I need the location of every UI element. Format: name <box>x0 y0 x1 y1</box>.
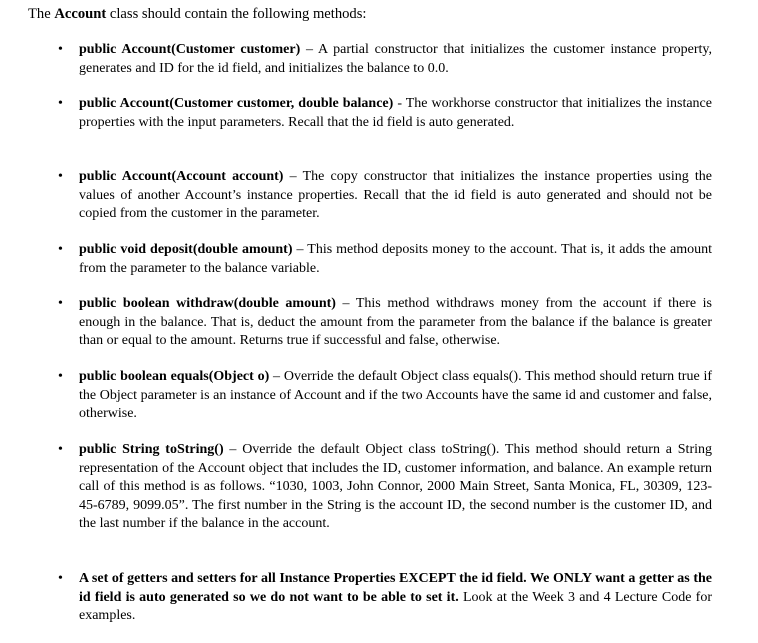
method-description-block <box>79 95 712 132</box>
bullet-icon: • <box>58 42 63 57</box>
bullet-icon: • <box>58 96 63 111</box>
method-signature: public void deposit(double amount) <box>79 242 293 257</box>
intro-class-name: Account <box>54 6 107 22</box>
method-description-block <box>79 368 712 424</box>
method-description-block <box>79 441 712 534</box>
bullet-icon: • <box>58 296 63 311</box>
bullet-icon: • <box>58 242 63 257</box>
method-signature: public boolean equals(Object o) <box>79 369 270 384</box>
method-signature: public Account(Account account) <box>79 169 284 184</box>
method-description: – Override the default Object class toString(). This method should return a String representation of the Account object that includes the ID, customer information, and balance. An example return call of this method is as follows. “1030, 1003, John Connor, 2000 Main Street, Santa Monica, FL, 30309, 123-45-6789, 9099.05”. The first number in the String is the account ID, the second number is the customer ID, and the last number if the balance in the account. <box>79 442 712 531</box>
method-description-block <box>79 168 712 224</box>
method-signature: public Account(Customer customer, double balance) <box>79 96 394 111</box>
method-signature: public String toString() <box>79 442 224 457</box>
intro-text-after: class should contain the following methods: <box>106 6 367 22</box>
method-description: – The copy constructor that initializes the instance properties using the values of another Account’s instance properties. Recall that the id field is auto generated and should not be copied from the customer in the parameter. <box>79 169 712 221</box>
method-signature: public Account(Customer customer) <box>79 42 301 57</box>
bullet-icon: • <box>58 442 63 457</box>
method-description: – A partial constructor that initializes the customer instance property, generates and ID for the id field, and initializes the balance to 0.0. <box>79 42 712 76</box>
method-description: – This method withdraws money from the account if there is enough in the balance. That is, deduct the amount from the parameter from the balance if the balance is greater than or equal to the amount. Returns true if successful and false, otherwise. <box>79 296 712 348</box>
method-description: – This method deposits money to the account. That is, it adds the amount from the parameter to the balance variable. <box>79 242 712 276</box>
method-description-block <box>79 41 712 78</box>
method-description-block <box>79 241 712 278</box>
method-description-block <box>79 295 712 351</box>
bullet-icon: • <box>58 571 63 586</box>
method-signature: A set of getters and setters for all Instance Properties EXCEPT the id field. We ONLY want a getter as the id field is auto generated so we do not want to be able to set it. <box>79 571 712 605</box>
method-signature: public boolean withdraw(double amount) <box>79 296 336 311</box>
method-description: – Override the default Object class equals(). This method should return true if the Object parameter is an instance of Account and if the two Accounts have the same id and customer and false, otherwise. <box>79 369 713 421</box>
method-description: Look at the Week 3 and 4 Lecture Code for examples. <box>79 589 712 623</box>
intro-text-before: The <box>28 6 55 22</box>
bullet-icon: • <box>58 169 63 184</box>
bullet-icon: • <box>58 369 63 384</box>
intro-paragraph <box>28 5 366 23</box>
method-description-block <box>79 570 712 626</box>
method-description: - The workhorse constructor that initializes the instance properties with the input parameters. Recall that the id field is auto generated. <box>79 96 712 130</box>
